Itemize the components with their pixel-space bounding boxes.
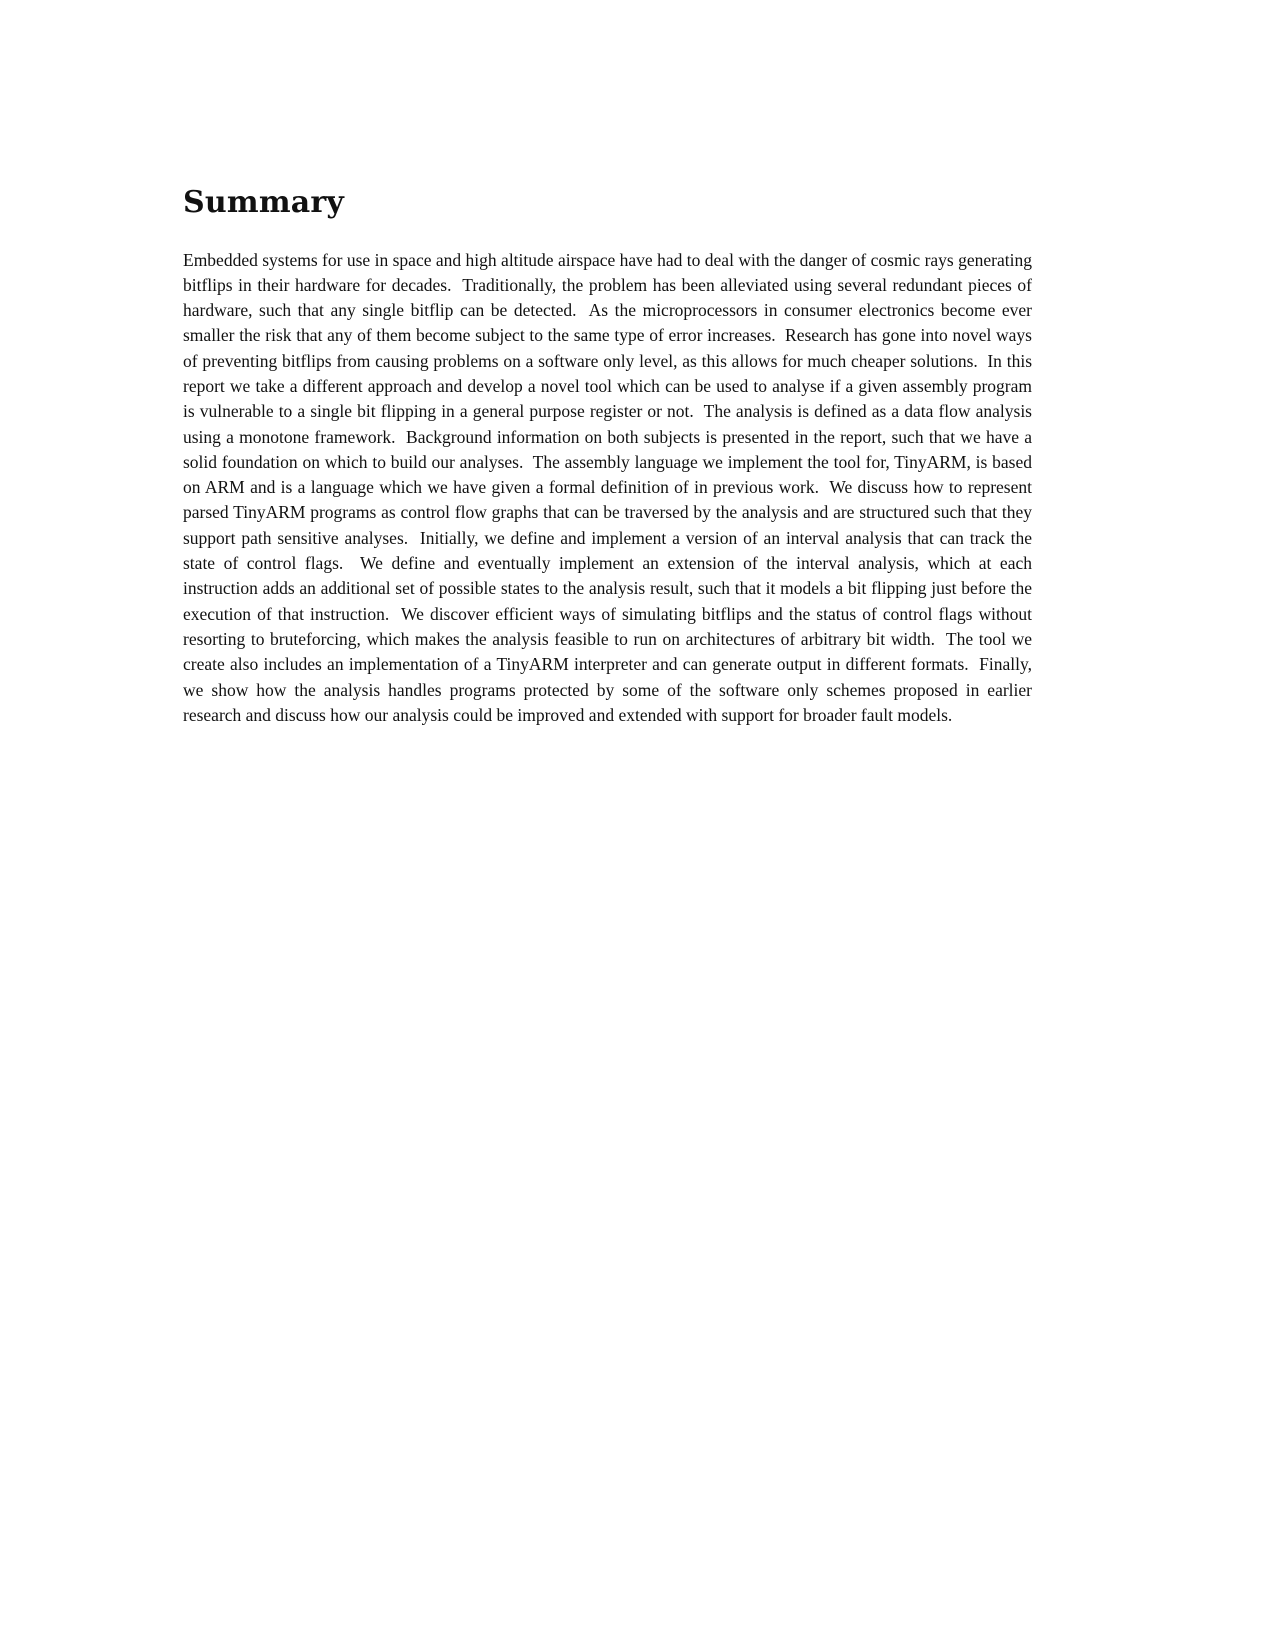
summary-paragraph: Embedded systems for use in space and high altitude airspace have had to deal with the danger of cosmic rays generating bitflips in their hardware for decades. Traditionally, the problem has been alleviated using several redundant pieces of hardware, such that any single bitflip can be detected. As the microprocessors in consumer electronics become ever smaller the risk that any of them become subject to the same type of error increases. Research has gone into novel ways of preventing bitflips from causing problems on a software only level, as this allows for much cheaper solutions. In this report we take a different approach and develop a novel tool which can be used to analyse if a given assembly program is vulnerable to a single bit flipping in a general purpose register or not. The analysis is defined as a data flow analysis using a monotone framework. Background information on both subjects is presented in the report, such that we have a solid foundation on which to build our analyses. The assembly language we implement the tool for, TinyARM, is based on ARM and is a language which we have given a formal definition of in previous work. We discuss how to represent parsed TinyARM programs as control flow graphs that can be traversed by the analysis and are structured such that they support path sensitive analyses. Initially, we define and implement a version of an interval analysis that can track the state of control flags. We define and eventually implement an extension of the interval analysis, which at each instruction adds an additional set of possible states to the analysis result, such that it models a bit flipping just before the execution of that instruction. We discover efficient ways of simulating bitflips and the status of control flags without resorting to bruteforcing, which makes the analysis feasible to run on architectures of arbitrary bit width. The tool we create also includes an implementation of a TinyARM interpreter and can generate output in different formats. Finally, we show how the analysis handles programs protected by some of the software only schemes proposed in earlier research and discuss how our analysis could be improved and extended with support for broader fault models.: [183, 249, 1037, 725]
section-heading: Summary: [183, 185, 345, 220]
summary-section: [183, 185, 1037, 728]
